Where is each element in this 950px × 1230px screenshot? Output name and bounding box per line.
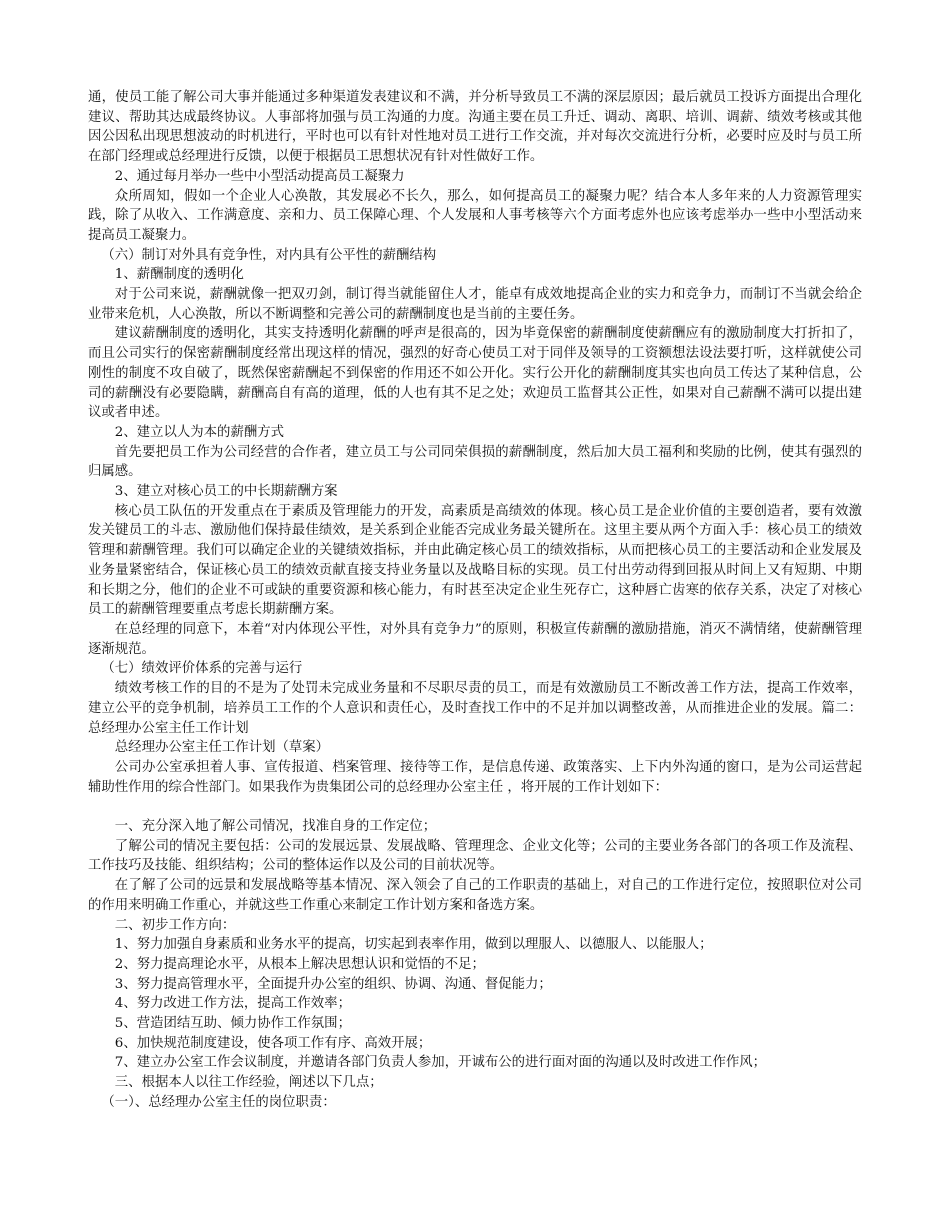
paragraph: 三、根据本人以往工作经验，阐述以下几点； <box>114 1075 383 1091</box>
paragraph: 2、通过每月举办一些中小型活动提高员工凝聚力 <box>114 168 405 184</box>
paragraph: 众所周知，假如一个企业人心涣散，其发展必不长久，那么，如何提高员工的凝聚力呢？结合本人多年来的人力资源管理实践，除了从收入、工作满意度、亲和力、员工保障心理、个人发展和人事考核等六个方面考虑外也应该考虑举办一些中小型活动来提高员工凝聚力。 <box>88 188 862 243</box>
paragraph: 总经理办公室主任工作计划（草案） <box>114 740 330 756</box>
document-body <box>88 88 862 1113</box>
blank-line <box>88 797 862 817</box>
paragraph: 通，使员工能了解公司大事并能通过多种渠道发表建议和不满，并分析导致员工不满的深层原因；最后就员工投诉方面提出合理化建议、帮助其达成最终协议。人事部将加强与员工沟通的力度。沟通主要在员工升迁、调动、离职、培训、调薪、绩效考核或其他因公因私出现思想波动的时机进行，平时也可以有针对性地对员工进行工作交流，并对每次交流进行分析，必要时应及时与员工所在部门经理或总经理进行反馈，以便于根据员工思想状况有针对性做好工作。 <box>88 90 862 165</box>
paragraph: 对于公司来说，薪酬就像一把双刃剑，制订得当就能留住人才，能卓有成效地提高企业的实力和竞争力，而制订不当就会给企业带来危机，人心涣散，所以不断调整和完善公司的薪酬制度也是当前的主要任务。 <box>88 287 862 322</box>
paragraph: 3、努力提高管理水平，全面提升办公室的组织、协调、沟通、督促能力； <box>114 976 552 992</box>
paragraph: 2、努力提高理论水平，从根本上解决思想认识和觉悟的不足； <box>114 956 485 972</box>
paragraph: 二、初步工作方向： <box>114 917 236 933</box>
paragraph: 3、建立对核心员工的中长期薪酬方案 <box>114 484 338 500</box>
paragraph: 6、加快规范制度建设，使各项工作有序、高效开展； <box>114 1035 432 1051</box>
paragraph: 一、充分深入地了解公司情况，找准自身的工作定位； <box>114 819 437 834</box>
paragraph: 5、营造团结互助、倾力协作工作氛围； <box>114 1016 351 1032</box>
paragraph: 2、建立以人为本的薪酬方式 <box>114 424 285 440</box>
paragraph: （六）制订对外具有竞争性，对内具有公平性的薪酬结构 <box>101 247 437 263</box>
paragraph: 绩效考核工作的目的不是为了处罚未完成业务量和不尽职尽责的员工，而是有效激励员工不断改善工作方法，提高工作效率，建立公平的竞争机制，培养员工工作的个人意识和责任心，及时查找工作中的不足并加以调整改善，从而推进企业的发展。篇二：总经理办公室主任工作计划 <box>88 681 862 736</box>
paragraph: 核心员工队伍的开发重点在于素质及管理能力的开发，高素质是高绩效的体现。核心员工是企业价值的主要创造者，要有效激发关键员工的斗志、激励他们保持最佳绩效，是关系到企业能否完成业务最关键所在。这里主要从两个方面入手：核心员工的绩效管理和薪酬管理。我们可以确定企业的关键绩效指标，并由此确定核心员工的绩效指标，从而把核心员工的主要活动和企业发展及业务量紧密结合，保证核心员工的绩效贡献直接支持业务量以及战略目标的实现。员工付出劳动得到回报从时间上又有短期、中期和长期之分，他们的企业不可或缺的重要资源和核心能力，有时甚至决定企业生死存亡，这种唇亡齿寒的依存关系，决定了对核心员工的薪酬管理要重点考虑长期薪酬方案。 <box>88 503 862 618</box>
paragraph: （一）、总经理办公室主任的岗位职责： <box>101 1094 336 1110</box>
paragraph: 建议薪酬制度的透明化，其实支持透明化薪酬的呼声是很高的，因为毕竟保密的薪酬制度使薪酬应有的激励制度大打折扣了，而且公司实行的保密薪酬制度经常出现这样的情况，强烈的好奇心使员工对于同伴及领导的工资额想法设法要打听，这样就使公司刚性的制度不攻自破了，既然保密薪酬起不到保密的作用还不如公开化。实行公开化的薪酬制度其实也向员工传达了某种信息，公司的薪酬没有必要隐瞒，薪酬高自有高的道理，低的人也有其不足之处；欢迎员工监督其公正性，如果对自己薪酬不满可以提出建议或者申述。 <box>88 326 862 421</box>
paragraph: 在了解了公司的远景和发展战略等基本情况、深入领会了自己的工作职责的基础上，对自己的工作进行定位，按照职位对公司的作用来明确工作重心，并就这些工作重心来制定工作计划方案和备选方案。 <box>88 878 862 913</box>
paragraph: 7、建立办公室工作会议制度，并邀请各部门负责人参加，开诚布公的进行面对面的沟通以及时改进工作作风； <box>114 1055 767 1071</box>
paragraph: 公司办公室承担着人事、宣传报道、档案管理、接待等工作，是信息传递、政策落实、上下内外沟通的窗口，是为公司运营起辅助性作用的综合性部门。如果我作为贵集团公司的总经理办公室主任 ，将开展的工作计划如下： <box>88 759 862 795</box>
paragraph: （七）绩效评价体系的完善与运行 <box>101 661 303 677</box>
paragraph: 1、薪酬制度的透明化 <box>114 267 244 283</box>
paragraph: 1、努力加强自身素质和业务水平的提高，切实起到表率作用，做到以理服人、以德服人、以能服人； <box>114 937 713 953</box>
paragraph: 在总经理的同意下，本着“对内体现公平性，对外具有竞争力”的原则，积极宣传薪酬的激励措施，消灭不满情绪，使薪酬管理逐渐规范。 <box>88 621 862 657</box>
paragraph: 4、努力改进工作方法，提高工作效率； <box>114 996 351 1012</box>
paragraph: 首先要把员工作为公司经营的合作者，建立员工与公司同荣俱损的薪酬制度，然后加大员工福利和奖励的比例，使其有强烈的归属感。 <box>88 444 862 480</box>
paragraph: 了解公司的情况主要包括：公司的发展远景、发展战略、管理理念、企业文化等；公司的主要业务各部门的各项工作及流程、工作技巧及技能、组织结构；公司的整体运作以及公司的目前状况等。 <box>88 838 862 874</box>
